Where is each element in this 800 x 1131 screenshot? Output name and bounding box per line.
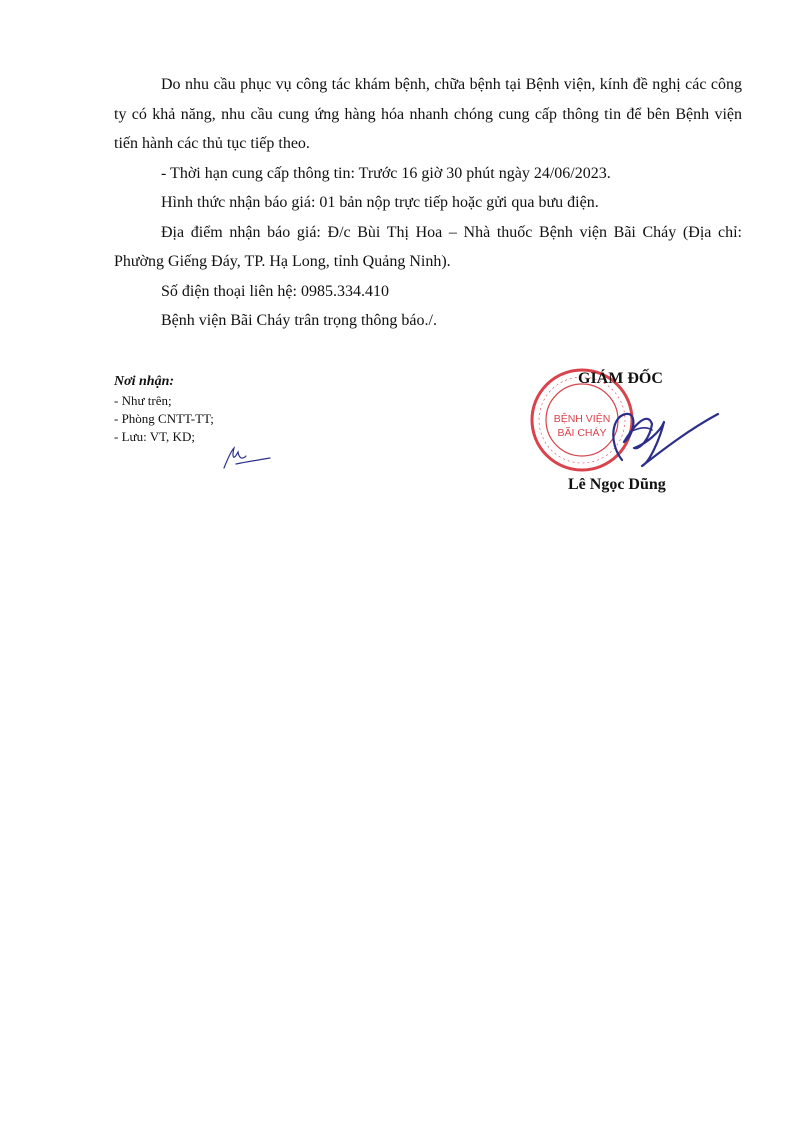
paragraph-submission-location: Địa điểm nhận báo giá: Đ/c Bùi Thị Hoa – Nhà thuốc Bệnh viện Bãi Cháy (Địa chỉ: Phường Giếng Đáy, TP. Hạ Long, tỉnh Quảng Ninh). [114, 223, 742, 270]
recipient-item: - Lưu: VT, KD; [114, 429, 195, 444]
seal-text-line1: BỆNH VIỆN [553, 413, 611, 425]
recipient-item: - Phòng CNTT-TT; [114, 411, 214, 426]
signature-block [520, 364, 740, 504]
initials-signature [220, 440, 272, 472]
paragraph-contact-phone: Số điện thoại liên hệ: 0985.334.410 [161, 282, 389, 300]
document-body [114, 70, 742, 336]
paragraph-submission-method: Hình thức nhận báo giá: 01 bản nộp trực tiếp hoặc gửi qua bưu điện. [161, 194, 599, 211]
signatory-name: Lê Ngọc Dũng [568, 476, 666, 493]
recipients-heading: Nơi nhận: [114, 374, 175, 389]
paragraph-deadline: - Thời hạn cung cấp thông tin: Trước 16 giờ 30 phút ngày 24/06/2023. [161, 164, 611, 182]
seal-text-line2: BÃI CHÁY [557, 427, 607, 439]
recipients-block [114, 372, 214, 446]
signatory-title: GIÁM ĐỐC [578, 370, 663, 387]
handwritten-signature [590, 402, 720, 472]
recipient-item: - Như trên; [114, 393, 172, 408]
paragraph-closing: Bệnh viện Bãi Cháy trân trọng thông báo./. [161, 312, 437, 329]
paragraph-request: Do nhu cầu phục vụ công tác khám bệnh, chữa bệnh tại Bệnh viện, kính đề nghị các công ty có khả năng, nhu cầu cung ứng hàng hóa nhanh chóng cung cấp thông tin để bên Bệnh viện tiến hành các thủ tục tiếp theo. [114, 76, 742, 152]
